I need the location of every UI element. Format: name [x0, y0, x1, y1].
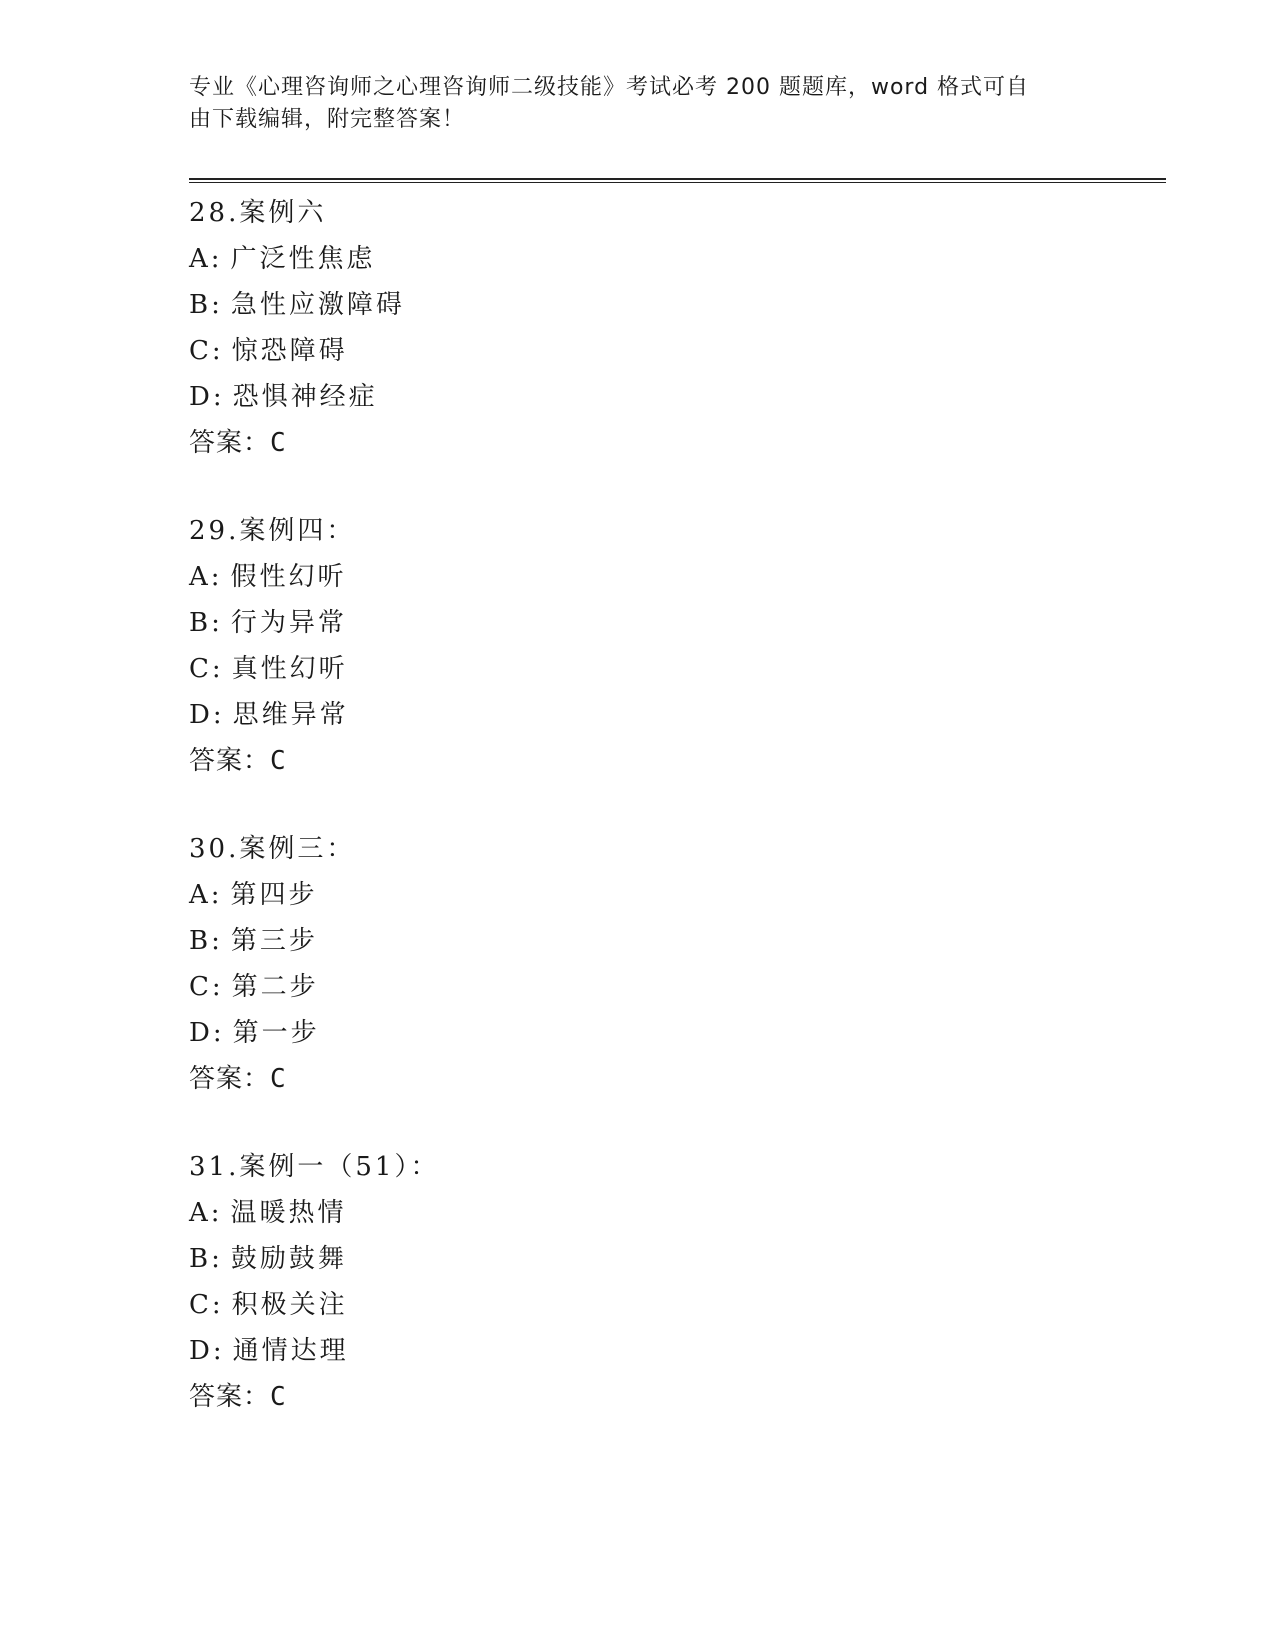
option-key: D: [189, 1018, 225, 1048]
answer-label: 答案： [189, 1064, 271, 1094]
question-title-line [189, 1144, 1166, 1190]
answer-value: C [270, 746, 287, 776]
question-number: 30. [189, 834, 240, 864]
option-key: B: [189, 290, 223, 320]
option-text: 思维异常 [232, 700, 349, 730]
option-text: 急性应激障碍 [230, 290, 405, 320]
option-key: D: [189, 700, 225, 730]
question-29 [189, 508, 1166, 784]
option-b [189, 918, 1166, 964]
answer-line [189, 420, 1166, 466]
option-d [189, 692, 1166, 738]
question-title: 案例四： [239, 516, 356, 546]
option-a [189, 554, 1166, 600]
option-c [189, 1282, 1166, 1328]
question-title: 案例六 [239, 198, 327, 228]
answer-line [189, 1056, 1166, 1102]
option-d [189, 374, 1166, 420]
option-key: B: [189, 926, 223, 956]
option-a [189, 236, 1166, 282]
question-31 [189, 1144, 1166, 1420]
question-title: 案例三： [239, 834, 356, 864]
question-title-line [189, 190, 1166, 236]
option-text: 恐惧神经症 [232, 382, 378, 412]
option-c [189, 646, 1166, 692]
question-title-line [189, 826, 1166, 872]
option-a [189, 1190, 1166, 1236]
option-key: B: [189, 1244, 223, 1274]
option-text: 温暖热情 [230, 1198, 347, 1228]
option-key: C: [189, 654, 224, 684]
option-d [189, 1328, 1166, 1374]
option-text: 假性幻听 [230, 562, 347, 592]
question-number: 31. [189, 1152, 240, 1182]
answer-label: 答案： [189, 1382, 271, 1412]
option-c [189, 328, 1166, 374]
option-c [189, 964, 1166, 1010]
option-text: 广泛性焦虑 [230, 244, 376, 274]
option-text: 行为异常 [230, 608, 347, 638]
question-title-line [189, 508, 1166, 554]
option-text: 鼓励鼓舞 [230, 1244, 347, 1274]
option-key: A: [189, 562, 223, 592]
document-header [189, 72, 1089, 136]
option-text: 真性幻听 [231, 654, 348, 684]
answer-value: C [270, 1064, 287, 1094]
header-line-2: 由下载编辑，附完整答案！ [189, 107, 466, 132]
option-text: 通情达理 [232, 1336, 349, 1366]
option-text: 积极关注 [231, 1290, 348, 1320]
option-key: D: [189, 1336, 225, 1366]
answer-label: 答案： [189, 746, 271, 776]
option-text: 第三步 [230, 926, 318, 956]
option-key: A: [189, 880, 223, 910]
question-number: 28. [189, 198, 240, 228]
option-key: B: [189, 608, 223, 638]
header-divider [189, 178, 1166, 183]
option-key: C: [189, 972, 224, 1002]
option-key: D: [189, 382, 225, 412]
option-a [189, 872, 1166, 918]
option-text: 第二步 [231, 972, 319, 1002]
option-key: C: [189, 336, 224, 366]
option-b [189, 1236, 1166, 1282]
option-text: 第四步 [230, 880, 318, 910]
question-number: 29. [189, 516, 240, 546]
option-key: A: [189, 1198, 223, 1228]
question-title: 案例一（51）： [239, 1152, 440, 1182]
option-b [189, 282, 1166, 328]
question-28 [189, 190, 1166, 466]
option-key: C: [189, 1290, 224, 1320]
answer-label: 答案： [189, 428, 271, 458]
option-b [189, 600, 1166, 646]
answer-line [189, 738, 1166, 784]
answer-line [189, 1374, 1166, 1420]
header-line-1: 专业《心理咨询师之心理咨询师二级技能》考试必考 200 题题库，word 格式可自 [189, 75, 1030, 100]
question-30 [189, 826, 1166, 1102]
answer-value: C [270, 428, 287, 458]
option-text: 惊恐障碍 [231, 336, 348, 366]
answer-value: C [270, 1382, 287, 1412]
question-list [189, 190, 1166, 1462]
option-d [189, 1010, 1166, 1056]
option-key: A: [189, 244, 223, 274]
option-text: 第一步 [232, 1018, 320, 1048]
